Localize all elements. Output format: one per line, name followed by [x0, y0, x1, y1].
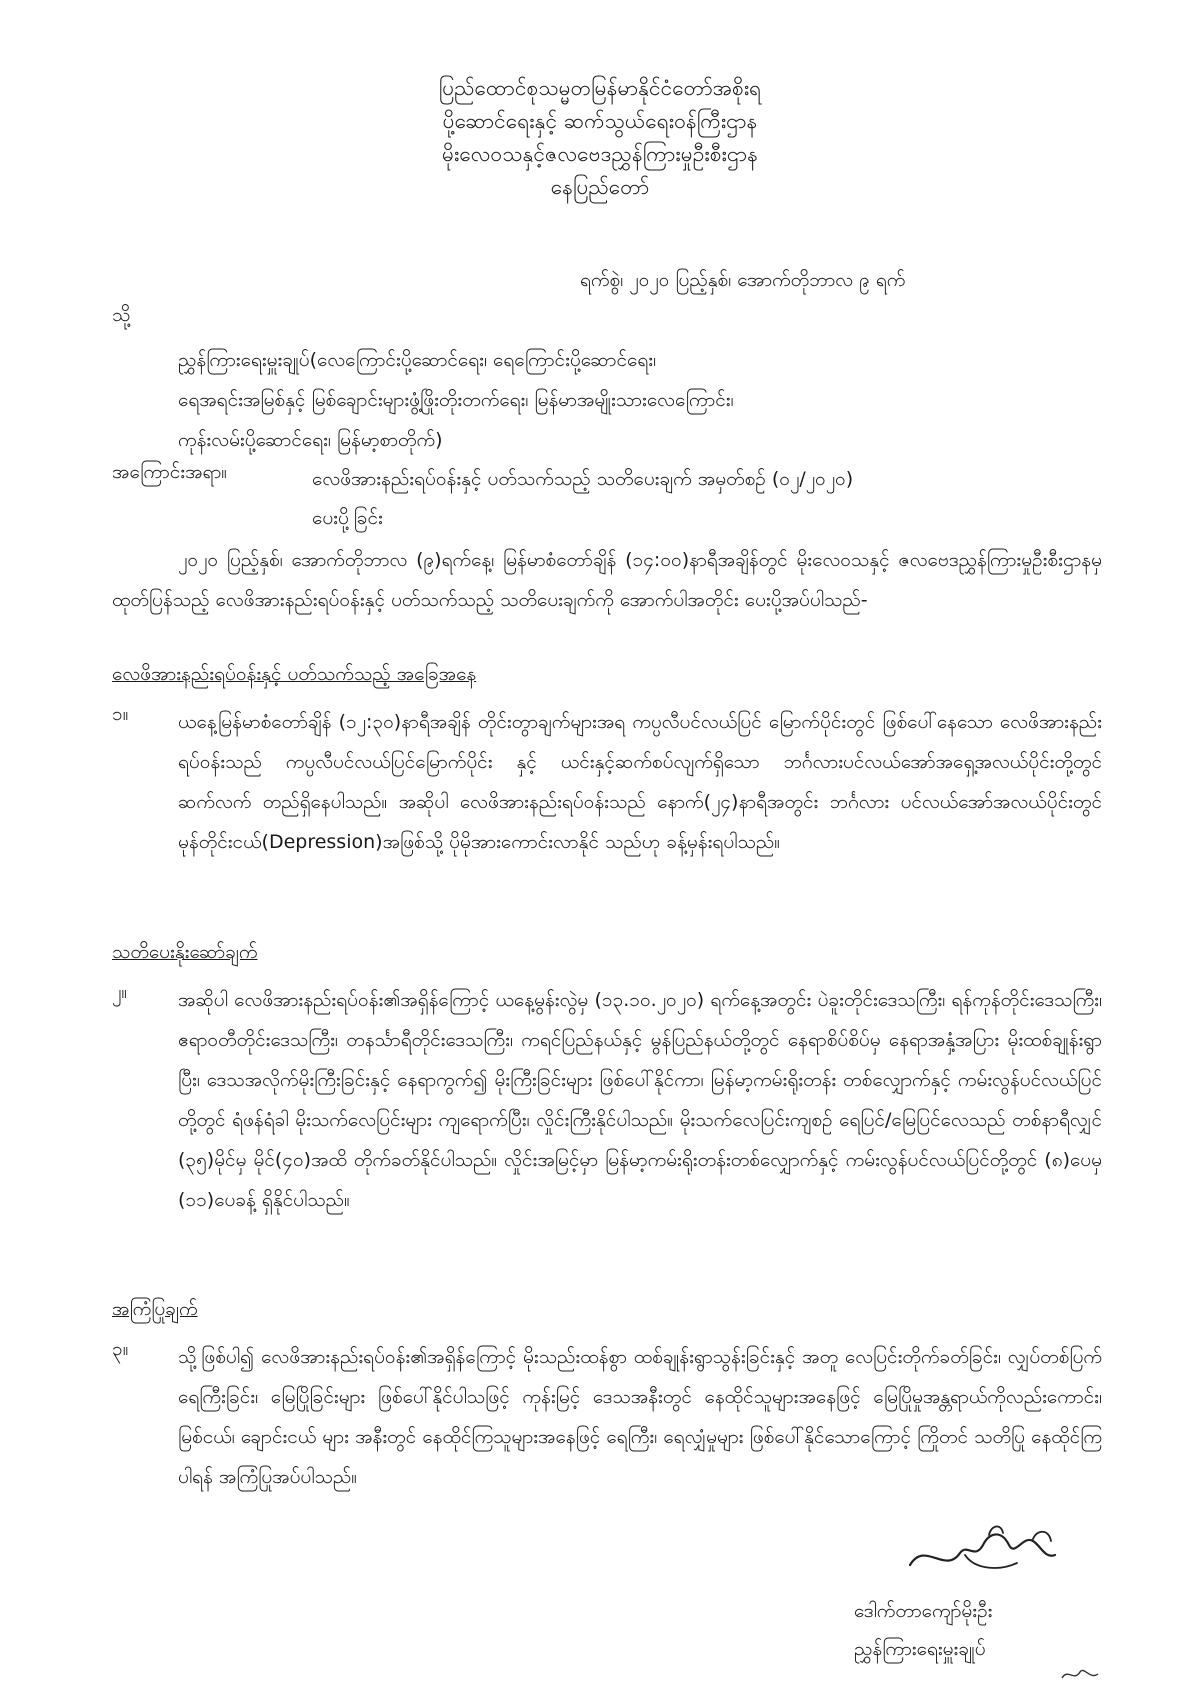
recipient-line: ရေအရင်းအမြစ်နှင့် မြစ်ချောင်းများဖွံ့ဖြိုးတိုးတက်ရေး၊ မြန်မာအမျိုးသားလေကြောင်း၊ [178, 389, 734, 411]
letterhead-ministry: ပို့ဆောင်ရေးနှင့် ဆက်သွယ်ရေးဝန်ကြီးဌာန [442, 109, 758, 133]
section-title-advice: အကြံပြုချက် [112, 1298, 198, 1320]
letterhead [0, 72, 1200, 204]
subject-line: ပေးပို့ခြင်း [312, 507, 383, 529]
letterhead-government: ပြည်ထောင်စုသမ္မတမြန်မာနိုင်ငံတော်အစိုးရ [438, 76, 762, 100]
subject-text [312, 460, 1102, 538]
section-title-warning: သတိပေးနိုးဆော်ချက် [112, 941, 258, 963]
subject-label: အကြောင်းအရာ။ [112, 461, 228, 483]
recipient-line: ကုန်းလမ်းပို့ဆောင်ရေး၊ မြန်မာ့စာတိုက်) [178, 429, 443, 451]
subject-line: လေဖိအားနည်းရပ်ဝန်းနှင့် ပတ်သက်သည့် သတိပေးချက် အမှတ်စဉ် (၀၂/၂၀၂၀) [312, 468, 854, 490]
paragraph-situation: ယနေ့မြန်မာစံတော်ချိန် (၁၂:၃၀)နာရီအချိန် တိုင်းတွာချက်များအရ ကပ္ပလီပင်လယ်ပြင် မြောက်ပိုင်းတွင် ဖြစ်ပေါ်နေသော လေဖိအားနည်းရပ်ဝန်းသည် ကပ္ပလီပင်လယ်ပြင်မြောက်ပိုင်း နှင့် ယင်းနှင့်ဆက်စပ်လျက်ရှိသော ဘင်္ဂလားပင်လယ်အော်အရှေ့အလယ်ပိုင်းတို့တွင် ဆက်လက် တည်ရှိနေပါသည်။ အဆိုပါ လေဖိအားနည်းရပ်ဝန်းသည် နောက်(၂၄)နာရီအတွင်း ဘင်္ဂလား ပင်လယ်အော်အလယ်ပိုင်းတွင် မုန်တိုင်းငယ်(Depression)အဖြစ်သို့ ပိုမိုအားကောင်းလာနိုင် သည်ဟု ခန့်မှန်းရပါသည်။ [178, 711, 1102, 853]
letterhead-city: နေပြည်တော် [550, 175, 650, 199]
section-title-situation: လေဖိအားနည်းရပ်ဝန်းနှင့် ပတ်သက်သည့် အခြေအနေ [112, 663, 477, 685]
signature-image [905, 1515, 1065, 1585]
signer-title: ညွှန်ကြားရေးမှူးချုပ် [854, 1638, 986, 1660]
letter-date: ရက်စွဲ၊ ၂၀၂၀ ပြည့်နှစ်၊ အောက်တိုဘာလ ၉ ရက် [580, 269, 906, 291]
paragraph-warning: အဆိုပါ လေဖိအားနည်းရပ်ဝန်း၏အရှိန်ကြောင့် ယနေ့မွန်းလွဲမှ (၁၃.၁၀.၂၀၂၀) ရက်နေ့အတွင်း ပဲခူးတိုင်းဒေသကြီး၊ ရန်ကုန်တိုင်းဒေသကြီး၊ ဧရာဝတီတိုင်းဒေသကြီး၊ တနင်္သာရီတိုင်းဒေသကြီး၊ ကရင်ပြည်နယ်နှင့် မွန်ပြည်နယ်တို့တွင် နေရာစိပ်စိပ်မှ နေရာအနှံ့အပြား မိုးထစ်ချုန်းရွာပြီး၊ ဒေသအလိုက်မိုးကြီးခြင်းနှင့် နေရာကွက်၍ မိုးကြီးခြင်းများ ဖြစ်ပေါ်နိုင်ကာ၊ မြန်မာ့ကမ်းရိုးတန်း တစ်လျှောက်နှင့် ကမ်းလွန်ပင်လယ်ပြင်တို့တွင် ရံဖန်ရံခါ မိုးသက်လေပြင်းများ ကျရောက်ပြီး၊ လှိုင်းကြီးနိုင်ပါသည်။ မိုးသက်လေပြင်းကျစဉ် ရေပြင်/မြေပြင်လေသည် တစ်နာရီလျှင် (၃၅)မိုင်မှ မိုင်(၄၀)အထိ တိုက်ခတ်နိုင်ပါသည်။ လှိုင်းအမြင့်မှာ မြန်မာ့ကမ်းရိုးတန်းတစ်လျှောက်နှင့် ကမ်းလွန်ပင်လယ်ပြင်တို့တွင် (၈)ပေမှ (၁၁)ပေခန့် ရှိနိုင်ပါသည်။ [178, 989, 1102, 1211]
recipient-block [178, 340, 1098, 460]
recipient-line: ညွှန်ကြားရေးမှူးချုပ်(လေကြောင်းပို့ဆောင်ရေး၊ ရေကြောင်းပို့ဆောင်ရေး၊ [178, 349, 657, 371]
intro-paragraph: ၂၀၂၀ ပြည့်နှစ်၊ အောက်တိုဘာလ (၉)ရက်နေ့၊ မြန်မာစံတော်ချိန် (၁၄:၀၀)နာရီအချိန်တွင် မိုးလေဝသနှင့် ဇလဗေဒညွှန်ကြားမှုဦးစီးဌာနမှ ထုတ်ပြန်သည့် လေဖိအားနည်းရပ်ဝန်းနှင့် ပတ်သက်သည့် သတိပေးချက်ကို အောက်ပါအတိုင်း ပေးပို့အပ်ပါသည်- [112, 549, 1102, 611]
paragraph-advice: သို့ဖြစ်ပါ၍ လေဖိအားနည်းရပ်ဝန်း၏အရှိန်ကြောင့် မိုးသည်းထန်စွာ ထစ်ချုန်းရွာသွန်းခြင်းနှင့် အတူ လေပြင်းတိုက်ခတ်ခြင်း၊ လျှပ်တစ်ပြက်ရေကြီးခြင်း၊ မြေပြိုခြင်းများ ဖြစ်ပေါ်နိုင်ပါသဖြင့် ကုန်းမြင့် ဒေသအနီးတွင် နေထိုင်သူများအနေဖြင့် မြေပြိုမှုအန္တရာယ်ကိုလည်းကောင်း၊ မြစ်ငယ်၊ ချောင်းငယ် များ အနီးတွင် နေထိုင်ကြသူများအနေဖြင့် ရေကြီး၊ ရေလျှံမှုများ ဖြစ်ပေါ်နိုင်သောကြောင့် ကြိုတင် သတိပြု နေထိုင်ကြပါရန် အကြံပြုအပ်ပါသည်။ [178, 1346, 1102, 1488]
signer-name: ဒေါက်တာကျော်မိုးဦး [854, 1600, 993, 1622]
signer-block [854, 1592, 992, 1668]
initials-mark [1060, 1664, 1100, 1684]
to-label: သို့ [112, 304, 131, 326]
paragraph-number: ၃။ [112, 1338, 129, 1360]
letterhead-department: မိုးလေဝသနှင့်ဇလဗေဒညွှန်ကြားမှုဦးစီးဌာန [441, 142, 759, 166]
paragraph-number: ၂။ [112, 981, 128, 1003]
paragraph-number: ၁။ [112, 703, 129, 725]
